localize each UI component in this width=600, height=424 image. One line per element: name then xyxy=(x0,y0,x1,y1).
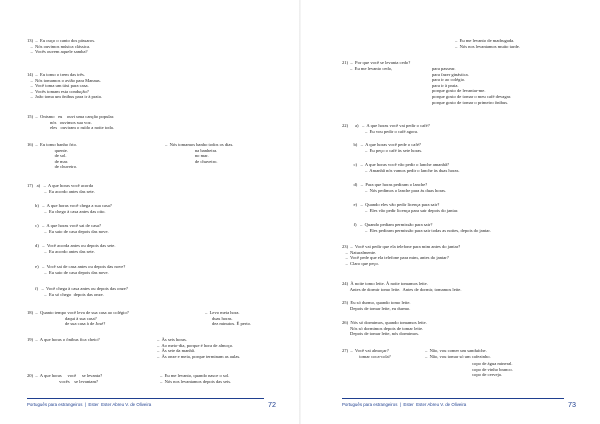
exercise-14 xyxy=(27,72,102,100)
text-line: porque gosto de tomar o primeiro ônibus. xyxy=(432,99,509,105)
exercise-16-left xyxy=(27,142,77,170)
text-line: – Eu chego à casa antes das oito. xyxy=(27,208,106,214)
page-number: 73 xyxy=(568,400,576,409)
text-line: de sua casa à de José? xyxy=(27,321,106,327)
text-line: 25) Eu só durmo, quando tomo leite. xyxy=(342,300,411,305)
text-line: – Levo meia hora. xyxy=(205,310,240,315)
text-line: – Não, vou tomar só um cafezinho. xyxy=(425,353,491,359)
text-line: na banheira. xyxy=(165,147,218,153)
exercise-27-answers xyxy=(425,348,491,359)
text-line: de chuveiro. xyxy=(27,164,78,170)
text-line: 19) – A que horas o ônibus fica cheio? xyxy=(27,337,100,342)
text-line: – Eles pediram permissão para sair todas as noites, depois do jantar. xyxy=(342,227,491,233)
exercise-16-right xyxy=(165,142,233,164)
exercise-13 xyxy=(27,38,95,55)
right-page xyxy=(300,0,600,424)
exercise-27-options xyxy=(472,361,513,378)
text-line: – Nós nos levantamos muito tarde. xyxy=(455,43,520,49)
exercise-17b xyxy=(27,203,112,214)
text-line: e) – Quando eles vão pedir licença para sair? xyxy=(342,202,440,207)
text-line: 18) – Quanto tempo você leva de sua casa ao colégio? xyxy=(27,310,129,315)
text-line: – Às seis horas. xyxy=(157,337,187,342)
footer-rule xyxy=(342,398,564,399)
text-line: 27) – Você vai almoçar? xyxy=(342,348,389,353)
exercise-18-answers xyxy=(205,310,251,327)
text-line: 15) – Onismo eu ouvi uma canção popular. xyxy=(27,114,115,119)
text-line: – Naturalmente. xyxy=(342,249,377,255)
text-line: – João toma um ônibus para ir à praia. xyxy=(27,94,102,100)
exercise-22a xyxy=(342,123,430,134)
text-line: – Claro que peço. xyxy=(342,260,379,266)
exercise-23 xyxy=(342,244,460,266)
text-line: – Eu só chego depois das onze. xyxy=(27,291,104,297)
exercise-22f xyxy=(342,222,491,233)
text-line: – Você toma um táxi para casa. xyxy=(27,83,89,89)
text-line: quente. xyxy=(27,147,68,153)
text-line: – Amanhã nós vamos pedir o lanche às duas horas. xyxy=(342,167,460,173)
text-line: – Eles vão pedir licença para sair depois do jantar. xyxy=(342,207,459,213)
exercise-17a xyxy=(27,183,95,194)
text-line: d) – Para que horas pediram o lanche? xyxy=(342,182,428,187)
exercise-22c xyxy=(342,162,460,173)
footer-text: Português para estrangeiros | Ester Ester Abreu V. de Oliveira xyxy=(342,402,467,407)
exercise-26 xyxy=(342,320,427,337)
text-line: copo de água mineral. xyxy=(472,361,513,366)
text-line: 22) a) – A que horas você vai pedir o café? xyxy=(342,123,430,128)
exercise-19-question xyxy=(27,337,100,343)
exercise-18-question xyxy=(27,310,129,327)
text-line: – Às sete da manhã. xyxy=(157,348,196,354)
exercise-19-answers xyxy=(157,337,240,359)
text-line: – Nós tomamos banho todos os dias. xyxy=(165,142,234,147)
text-line: 23) – Você vai pedir que ela telefone para mim antes do jantar? xyxy=(342,244,461,249)
text-line: eles ouviram o ruído a noite toda. xyxy=(27,125,114,131)
text-line: duas horas. xyxy=(205,315,233,321)
exercise-15 xyxy=(27,114,114,131)
exercise-17d xyxy=(27,243,116,254)
text-line: – Vocês tomam esta condução? xyxy=(27,88,89,94)
footer-rule xyxy=(27,398,264,399)
text-line: b) – A que horas você pede o café? xyxy=(342,142,421,147)
exercise-17e xyxy=(27,264,125,275)
text-line: – Eu vou pedir o café agora. xyxy=(342,128,419,134)
text-line: – Nós ouvimos música clássica. xyxy=(27,43,91,49)
text-line: – Eu peço o café às sete horas. xyxy=(342,147,423,153)
text-line: para ir ao colégio. xyxy=(432,77,466,83)
text-line: para ir à praia. xyxy=(432,82,459,88)
exercise-21-question xyxy=(342,60,410,71)
text-line: – Eu me levanto, quando nasce o sol. xyxy=(160,373,230,378)
text-line: – Ao meio-dia, porque é hora de almoço. xyxy=(157,342,234,348)
page-number: 72 xyxy=(268,400,276,409)
exercise-17c xyxy=(27,223,109,234)
text-line: daqui à sua casa? xyxy=(27,315,97,321)
text-line: – Eu me levanto cedo, xyxy=(342,65,393,71)
text-line: Antes de dormir tomo leite. Antes de dormir, tomamos leite. xyxy=(342,286,462,292)
text-line: 16) – Eu tomo banho frio. xyxy=(27,142,78,147)
text-line: 14) – Eu tomo o trem das três. xyxy=(27,72,85,77)
text-line: 20) – A que horas você se levanta? xyxy=(27,373,103,378)
text-line: c) – A que horas você vão pedir o lanche amanhã? xyxy=(342,162,450,167)
text-line: no mar. xyxy=(165,153,209,159)
text-line: b) – A que horas você chega a sua casa? xyxy=(27,203,112,208)
text-line: dez minutos. É perto. xyxy=(205,321,252,327)
exercise-22d xyxy=(342,182,446,193)
text-line: – Vocês ouvem aquele samba? xyxy=(27,49,88,55)
exercise-20-continued xyxy=(455,38,520,49)
text-line: de sol. xyxy=(27,153,67,159)
text-line: Depois de tomar leite, nós dormimos. xyxy=(342,331,420,337)
text-line: para passear. xyxy=(432,66,456,71)
text-line: vocês se levantam? xyxy=(27,378,99,384)
text-line: – Não, vou comer um sanduíche. xyxy=(425,348,487,353)
exercise-25 xyxy=(342,300,411,311)
text-line: – Você pede que ela telefone para mim, antes do jantar? xyxy=(342,255,449,261)
text-line: porque gosto de levantar-me. xyxy=(432,88,486,94)
text-line: copo de vinho branco. xyxy=(472,366,513,372)
text-line: – Às onze e meia, porque terminam as aulas. xyxy=(157,353,241,359)
text-line: 17) a) – A que horas você acorda xyxy=(27,183,94,188)
text-line: 24) À noite tomo leite. À noite tomamos leite. xyxy=(342,281,428,286)
text-line: Nós só dormimos depois de tomar leite. xyxy=(342,325,424,331)
text-line: c) – A que horas você sai de casa? xyxy=(27,223,101,228)
text-line: 21) – Por que você se levanta cedo? xyxy=(342,60,411,65)
exercise-20-question xyxy=(27,373,102,384)
exercise-22e xyxy=(342,202,458,213)
text-line: de chuveiro. xyxy=(165,158,218,164)
text-line: – Eu acordo antes das sete. xyxy=(27,188,95,194)
text-line: – Nós tomamos o avião para Manaus. xyxy=(27,77,101,83)
text-line: f) – Quando pediam permissão para sair? xyxy=(342,222,433,227)
exercise-17f xyxy=(27,286,128,297)
footer-text: Português para estrangeiros | Ester Ester Abreu V. de Oliveira xyxy=(27,402,152,407)
text-line: nós ouvimos sua voz. xyxy=(27,119,92,125)
text-line: – Nós nos levantamos depois das seis. xyxy=(160,378,232,384)
text-line: d) – Você acorda antes ou depois das sete. xyxy=(27,243,116,248)
text-line: – Eu me levanto de madrugada. xyxy=(455,38,515,43)
exercise-21-answers xyxy=(432,66,511,105)
text-line: – Nós pedimos o lanche para às duas horas. xyxy=(342,187,447,193)
text-line: para fazer ginástica. xyxy=(432,71,469,77)
exercise-24 xyxy=(342,281,462,292)
text-line: – Eu saio de casa depois das nove. xyxy=(27,269,109,275)
exercise-20-answers xyxy=(160,373,231,384)
exercise-27-question xyxy=(342,348,391,359)
exercise-22b xyxy=(342,142,422,153)
text-line: – Eu saio de casa depois das nove. xyxy=(27,228,109,234)
text-line: Depois de tomar leite, eu durmo. xyxy=(342,305,411,311)
text-line: 26) Nós só dormimos, quando tomamos leite. xyxy=(342,320,427,325)
text-line: tomar coca-cola? xyxy=(342,353,391,359)
text-line: – Eu acordo antes das sete. xyxy=(27,248,95,254)
text-line: e) – Você sai de casa antes ou depois das nove? xyxy=(27,264,126,269)
text-line: de mar. xyxy=(27,158,69,164)
text-line: porque gosto de tomar o meu café devagar. xyxy=(432,93,512,99)
text-line: copo de cerveja. xyxy=(472,372,502,378)
text-line: f) – Você chega à casa antes ou depois das onze? xyxy=(27,286,128,291)
text-line: 13) – Eu ouço o canto dos pássaros. xyxy=(27,38,96,43)
